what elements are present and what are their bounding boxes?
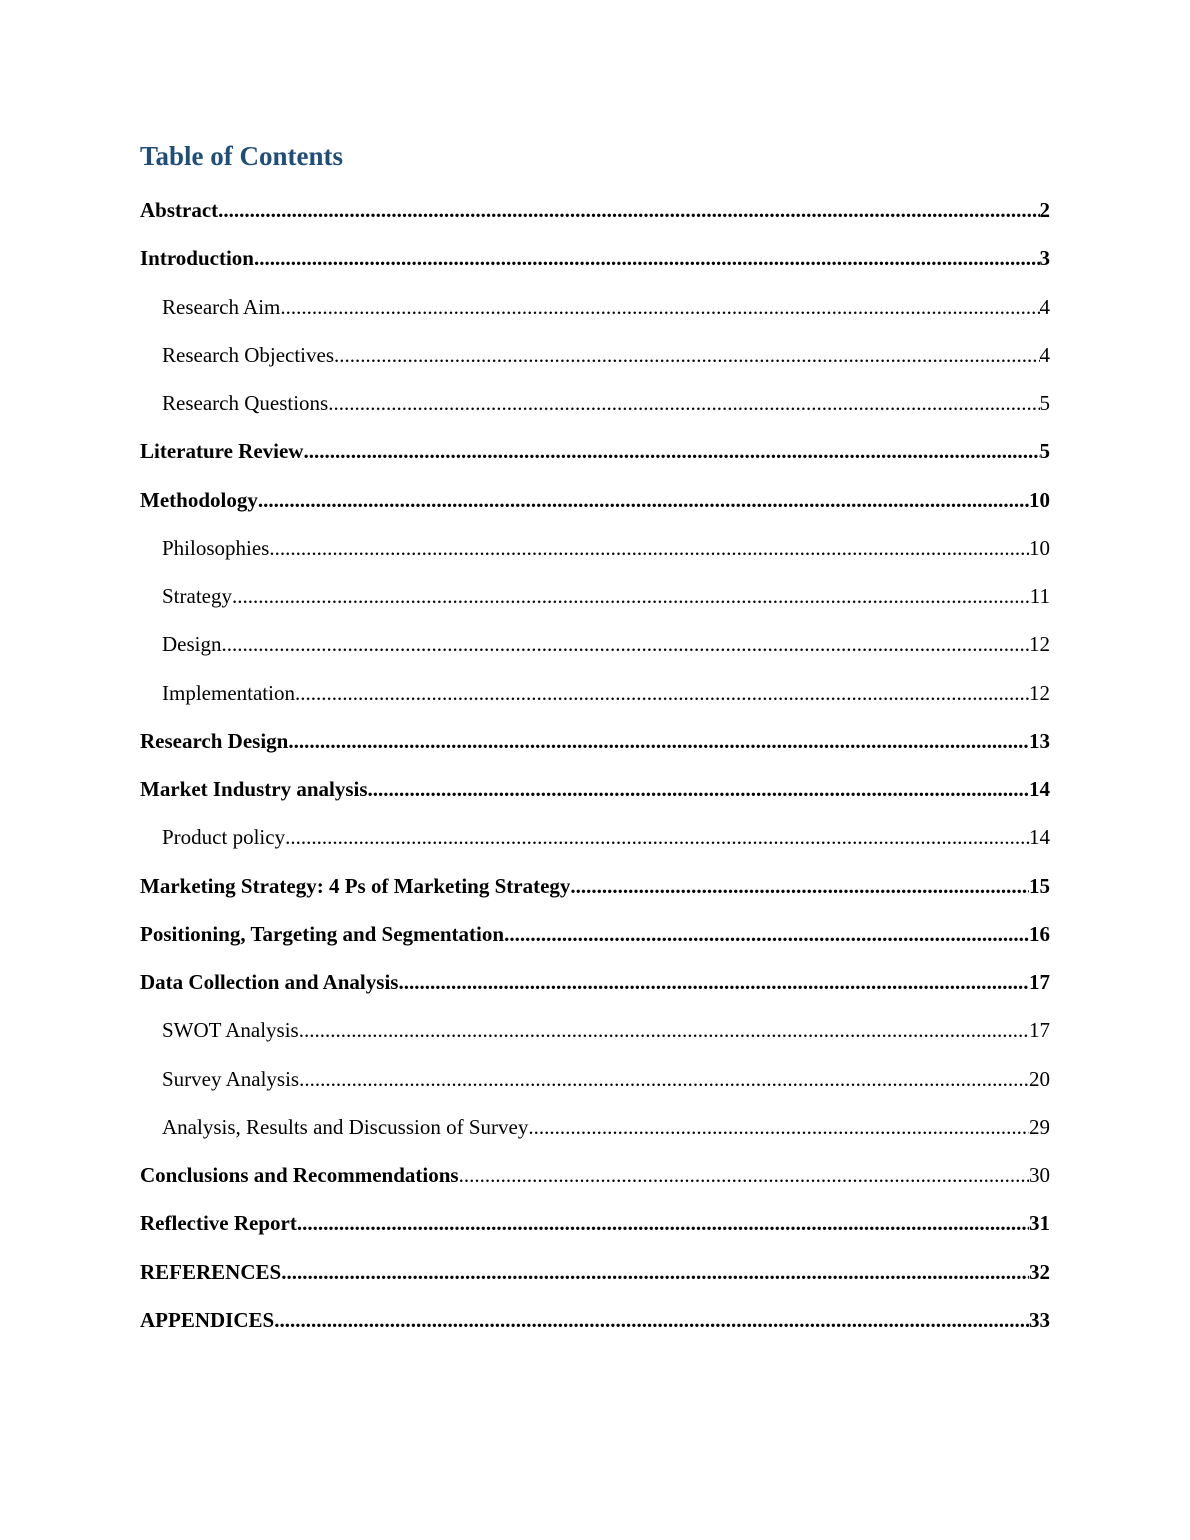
toc-dot-leader	[288, 725, 1029, 757]
toc-entry-title: Reflective Report	[140, 1211, 297, 1236]
toc-entry-title: Design	[162, 632, 222, 657]
toc-entry[interactable]	[140, 870, 1050, 918]
toc-dot-leader	[328, 387, 1039, 419]
toc-entry[interactable]	[140, 291, 1050, 339]
toc-entry-title: Introduction	[140, 246, 254, 271]
toc-entry-page-number: 32	[1029, 1259, 1050, 1284]
toc-entry[interactable]	[140, 580, 1050, 628]
toc-entry-title: Conclusions and Recommendations	[140, 1163, 459, 1187]
toc-entry-page-number: 3	[1039, 246, 1050, 271]
toc-entry-page-number: 15	[1029, 873, 1050, 898]
toc-dot-leader	[222, 628, 1030, 660]
toc-dot-leader	[254, 242, 1040, 274]
toc-dot-leader	[504, 918, 1029, 950]
toc-entry-title: Research Aim	[162, 294, 281, 319]
toc-entry-title: Research Objectives	[162, 342, 335, 367]
toc-entry[interactable]	[140, 1111, 1050, 1159]
toc-dot-leader	[258, 484, 1029, 516]
toc-entry-page-number: 4	[1039, 342, 1050, 367]
toc-entry-title: Research Design	[140, 728, 289, 753]
toc-dot-leader	[269, 532, 1029, 564]
toc-entry-page-number: 4	[1039, 294, 1050, 319]
toc-dot-leader	[280, 291, 1039, 323]
toc-entry-page-number: 30	[1029, 1163, 1050, 1187]
toc-entry-page-number: 12	[1029, 632, 1050, 657]
toc-entry-page-number: 17	[1029, 970, 1050, 994]
toc-entry-page-number: 2	[1039, 198, 1050, 222]
toc-dot-leader	[368, 773, 1029, 805]
toc-entry-title: APPENDICES	[140, 1307, 275, 1332]
toc-dot-leader	[528, 1111, 1029, 1143]
toc-entry-page-number: 11	[1029, 584, 1050, 608]
toc-entry[interactable]	[140, 532, 1050, 580]
toc-entry[interactable]	[140, 484, 1050, 532]
toc-entry-title: SWOT Analysis	[162, 1018, 299, 1043]
toc-entry[interactable]	[140, 194, 1050, 242]
toc-entry-page-number: 10	[1029, 487, 1050, 512]
toc-entry-page-number: 10	[1029, 535, 1050, 560]
toc-entry[interactable]	[140, 339, 1050, 387]
toc-entry-title: Product policy	[162, 825, 286, 850]
toc-title: Table of Contents	[140, 141, 344, 171]
toc-entry[interactable]	[140, 773, 1050, 821]
toc-entry-page-number: 13	[1029, 728, 1050, 753]
toc-entry[interactable]	[140, 966, 1050, 1014]
toc-entry-title: Data Collection and Analysis	[140, 970, 399, 994]
toc-entry-title: Marketing Strategy: 4 Ps of Marketing Strategy	[140, 873, 571, 898]
toc-entry-title: Philosophies	[162, 535, 270, 560]
toc-entry[interactable]	[140, 628, 1050, 676]
toc-entry-title: Methodology	[140, 487, 258, 512]
toc-entry-title: Research Questions	[162, 391, 329, 415]
toc-dot-leader	[218, 194, 1039, 226]
toc-entry[interactable]	[140, 1159, 1050, 1207]
toc-dot-leader	[459, 1159, 1029, 1191]
toc-entry-page-number: 12	[1029, 680, 1050, 705]
toc-entry-title: Abstract	[140, 198, 219, 222]
toc-entry[interactable]	[140, 387, 1050, 435]
toc-dot-leader	[232, 580, 1030, 612]
toc-entry[interactable]	[140, 1063, 1050, 1111]
toc-entry-title: Market Industry analysis	[140, 777, 368, 801]
toc-dot-leader	[299, 1063, 1029, 1095]
toc-entry[interactable]	[140, 1256, 1050, 1304]
toc-entry-page-number: 14	[1029, 777, 1050, 801]
toc-dot-leader	[398, 966, 1029, 998]
toc-entry-page-number: 20	[1029, 1066, 1050, 1091]
toc-entry-title: REFERENCES	[140, 1259, 282, 1284]
toc-dot-leader	[285, 821, 1029, 853]
toc-entry-title: Literature Review	[140, 439, 304, 464]
toc-entry[interactable]	[140, 242, 1050, 290]
toc-entry[interactable]	[140, 1207, 1050, 1255]
toc-entry-title: Strategy	[162, 584, 232, 608]
toc-dot-leader	[274, 1304, 1029, 1336]
toc-entry-page-number: 17	[1029, 1018, 1050, 1043]
toc-dot-leader	[303, 435, 1039, 467]
toc-entry-title: Implementation	[162, 680, 295, 705]
toc-entry[interactable]	[140, 725, 1050, 773]
toc-entry[interactable]	[140, 1304, 1050, 1352]
toc-entry[interactable]	[140, 821, 1050, 869]
toc-entry-page-number: 16	[1029, 921, 1050, 946]
toc-list	[140, 194, 1050, 1352]
toc-dot-leader	[299, 1014, 1029, 1046]
toc-entry-page-number: 31	[1029, 1211, 1050, 1236]
toc-entry-page-number: 33	[1029, 1307, 1050, 1332]
toc-dot-leader	[297, 1207, 1029, 1239]
toc-entry-title: Positioning, Targeting and Segmentation	[140, 921, 505, 946]
toc-entry-page-number: 29	[1029, 1114, 1050, 1139]
toc-dot-leader	[334, 339, 1039, 371]
toc-entry-page-number: 14	[1029, 825, 1050, 850]
toc-entry-page-number: 5	[1039, 391, 1050, 415]
toc-entry[interactable]	[140, 435, 1050, 483]
toc-dot-leader	[281, 1256, 1029, 1288]
toc-entry-title: Analysis, Results and Discussion of Survey	[162, 1114, 529, 1139]
toc-entry[interactable]	[140, 1014, 1050, 1062]
toc-entry[interactable]	[140, 677, 1050, 725]
toc-dot-leader	[570, 870, 1029, 902]
toc-entry-title: Survey Analysis	[162, 1066, 300, 1091]
toc-entry[interactable]	[140, 918, 1050, 966]
toc-entry-page-number: 5	[1039, 439, 1050, 464]
toc-dot-leader	[295, 677, 1029, 709]
